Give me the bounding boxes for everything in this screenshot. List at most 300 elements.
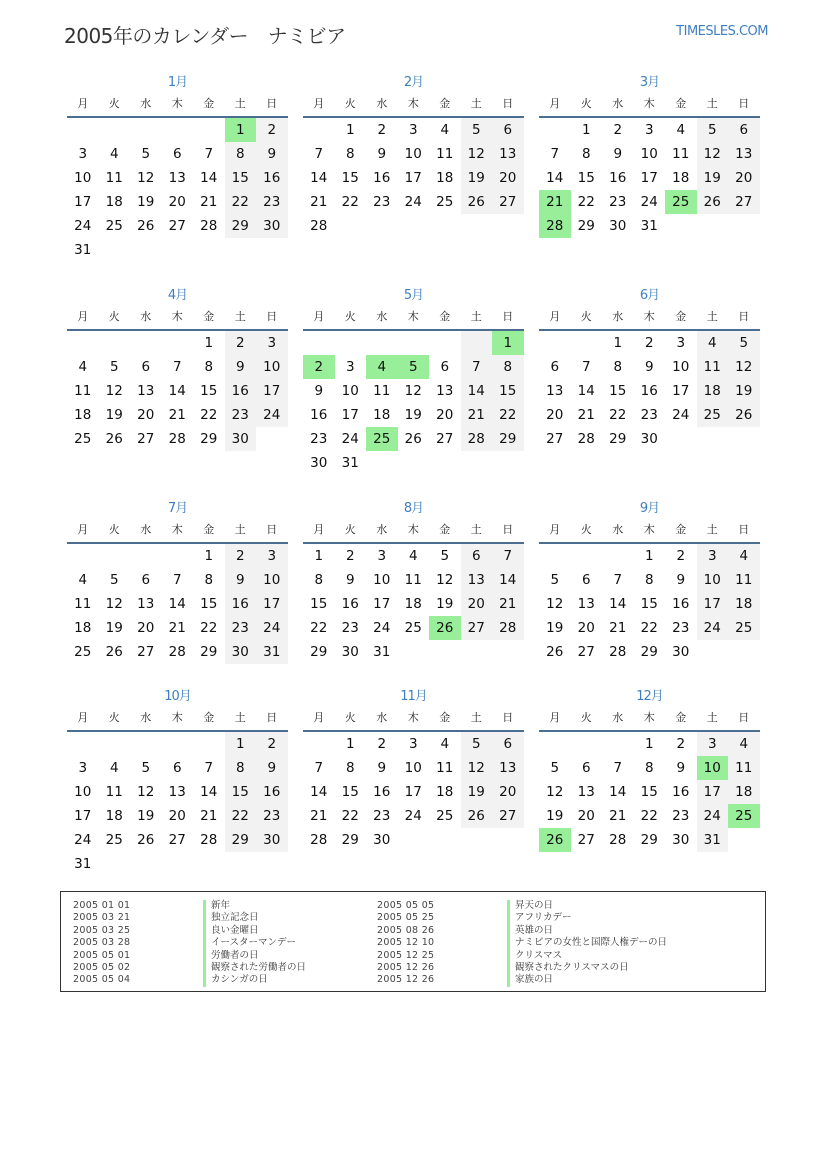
day-cell[interactable]: 10 [74,170,92,186]
day-cell[interactable]: 25 [436,808,454,824]
day-cell[interactable]: 7 [492,544,524,568]
day-cell[interactable]: 25 [74,431,92,447]
day-cell[interactable]: 4 [78,572,88,588]
day-cell[interactable]: 9 [377,146,387,162]
day-cell[interactable]: 9 [314,383,324,399]
day-cell[interactable]: 7 [550,146,560,162]
day-cell[interactable]: 2 [613,122,623,138]
day-cell[interactable]: 29 [341,832,359,848]
day-cell[interactable]: 18 [404,596,422,612]
day-cell[interactable]: 4 [728,544,760,568]
day-cell[interactable]: 4 [440,736,450,752]
day-cell[interactable]: 26 [429,616,461,640]
day-cell[interactable]: 14 [310,784,328,800]
day-cell[interactable]: 12 [105,596,123,612]
day-cell[interactable]: 7 [172,359,182,375]
day-cell[interactable]: 15 [609,383,627,399]
day-cell[interactable]: 29 [577,218,595,234]
day-cell[interactable]: 27 [546,431,564,447]
day-cell[interactable]: 25 [105,832,123,848]
day-cell[interactable]: 9 [345,572,355,588]
day-cell[interactable]: 18 [728,592,760,616]
day-cell[interactable]: 17 [74,194,92,210]
day-cell[interactable]: 27 [137,431,155,447]
day-cell[interactable]: 10 [373,572,391,588]
day-cell[interactable]: 5 [109,359,119,375]
day-cell[interactable]: 10 [256,355,288,379]
day-cell[interactable]: 17 [672,383,690,399]
day-cell[interactable]: 23 [310,431,328,447]
day-cell[interactable]: 31 [74,242,92,258]
day-cell[interactable]: 1 [492,331,524,355]
day-cell[interactable]: 27 [492,190,524,214]
day-cell[interactable]: 27 [492,804,524,828]
day-cell[interactable]: 7 [204,760,214,776]
day-cell[interactable]: 26 [404,431,422,447]
day-cell[interactable]: 11 [697,355,729,379]
day-cell[interactable]: 13 [168,784,186,800]
day-cell[interactable]: 27 [168,218,186,234]
day-cell[interactable]: 11 [105,784,123,800]
day-cell[interactable]: 30 [640,431,658,447]
day-cell[interactable]: 27 [728,190,760,214]
day-cell[interactable]: 26 [539,828,571,852]
day-cell[interactable]: 11 [436,760,454,776]
day-cell[interactable]: 19 [105,620,123,636]
day-cell[interactable]: 6 [581,760,591,776]
day-cell[interactable]: 27 [436,431,454,447]
day-cell[interactable]: 24 [640,194,658,210]
day-cell[interactable]: 13 [436,383,454,399]
day-cell[interactable]: 16 [225,379,257,403]
day-cell[interactable]: 7 [461,355,493,379]
day-cell[interactable]: 3 [408,736,418,752]
day-cell[interactable]: 20 [728,166,760,190]
day-cell[interactable]: 5 [141,760,151,776]
day-cell[interactable]: 25 [697,403,729,427]
day-cell[interactable]: 16 [341,596,359,612]
day-cell[interactable]: 23 [256,190,288,214]
day-cell[interactable]: 3 [377,548,387,564]
day-cell[interactable]: 24 [404,808,422,824]
day-cell[interactable]: 8 [492,355,524,379]
day-cell[interactable]: 10 [74,784,92,800]
day-cell[interactable]: 8 [345,146,355,162]
day-cell[interactable]: 17 [697,592,729,616]
day-cell[interactable]: 12 [697,142,729,166]
day-cell[interactable]: 16 [225,592,257,616]
day-cell[interactable]: 19 [546,808,564,824]
day-cell[interactable]: 22 [225,804,257,828]
day-cell[interactable]: 27 [168,832,186,848]
day-cell[interactable]: 14 [200,784,218,800]
day-cell[interactable]: 29 [640,644,658,660]
day-cell[interactable]: 22 [341,194,359,210]
day-cell[interactable]: 16 [609,170,627,186]
day-cell[interactable]: 22 [200,407,218,423]
day-cell[interactable]: 18 [74,407,92,423]
day-cell[interactable]: 30 [609,218,627,234]
day-cell[interactable]: 11 [373,383,391,399]
day-cell[interactable]: 21 [577,407,595,423]
day-cell[interactable]: 28 [609,832,627,848]
day-cell[interactable]: 9 [644,359,654,375]
day-cell[interactable]: 27 [577,832,595,848]
day-cell[interactable]: 15 [577,170,595,186]
day-cell[interactable]: 9 [676,760,686,776]
day-cell[interactable]: 29 [310,644,328,660]
day-cell[interactable]: 3 [256,544,288,568]
day-cell[interactable]: 14 [492,568,524,592]
day-cell[interactable]: 24 [697,804,729,828]
day-cell[interactable]: 8 [225,756,257,780]
day-cell[interactable]: 26 [697,190,729,214]
day-cell[interactable]: 25 [728,804,760,828]
day-cell[interactable]: 30 [672,832,690,848]
day-cell[interactable]: 1 [613,335,623,351]
day-cell[interactable]: 5 [550,572,560,588]
day-cell[interactable]: 11 [728,756,760,780]
day-cell[interactable]: 31 [341,455,359,471]
day-cell[interactable]: 22 [200,620,218,636]
day-cell[interactable]: 3 [644,122,654,138]
day-cell[interactable]: 13 [492,756,524,780]
day-cell[interactable]: 20 [168,194,186,210]
day-cell[interactable]: 18 [105,808,123,824]
day-cell[interactable]: 19 [137,808,155,824]
day-cell[interactable]: 24 [74,832,92,848]
day-cell[interactable]: 28 [168,431,186,447]
day-cell[interactable]: 30 [256,828,288,852]
day-cell[interactable]: 22 [492,403,524,427]
day-cell[interactable]: 12 [137,784,155,800]
day-cell[interactable]: 12 [461,142,493,166]
day-cell[interactable]: 18 [436,170,454,186]
day-cell[interactable]: 3 [256,331,288,355]
day-cell[interactable]: 13 [461,568,493,592]
day-cell[interactable]: 2 [676,736,686,752]
day-cell[interactable]: 18 [728,780,760,804]
day-cell[interactable]: 17 [256,592,288,616]
day-cell[interactable]: 30 [225,640,257,664]
day-cell[interactable]: 11 [74,596,92,612]
day-cell[interactable]: 23 [341,620,359,636]
day-cell[interactable]: 13 [168,170,186,186]
day-cell[interactable]: 10 [404,146,422,162]
day-cell[interactable]: 2 [256,732,288,756]
day-cell[interactable]: 26 [105,431,123,447]
day-cell[interactable]: 17 [697,780,729,804]
day-cell[interactable]: 16 [256,780,288,804]
day-cell[interactable]: 21 [168,620,186,636]
day-cell[interactable]: 19 [697,166,729,190]
day-cell[interactable]: 12 [436,572,454,588]
day-cell[interactable]: 31 [256,640,288,664]
day-cell[interactable]: 2 [303,355,335,379]
day-cell[interactable]: 19 [436,596,454,612]
day-cell[interactable]: 24 [256,616,288,640]
day-cell[interactable]: 9 [377,760,387,776]
day-cell[interactable]: 2 [644,335,654,351]
day-cell[interactable]: 1 [314,548,324,564]
day-cell[interactable]: 24 [373,620,391,636]
day-cell[interactable]: 4 [109,760,119,776]
day-cell[interactable]: 21 [492,592,524,616]
day-cell[interactable]: 25 [436,194,454,210]
day-cell[interactable]: 19 [728,379,760,403]
day-cell[interactable]: 7 [613,760,623,776]
day-cell[interactable]: 17 [256,379,288,403]
day-cell[interactable]: 6 [461,544,493,568]
day-cell[interactable]: 14 [310,170,328,186]
day-cell[interactable]: 30 [672,644,690,660]
day-cell[interactable]: 17 [74,808,92,824]
day-cell[interactable]: 29 [609,431,627,447]
day-cell[interactable]: 22 [225,190,257,214]
day-cell[interactable]: 15 [640,784,658,800]
day-cell[interactable]: 4 [440,122,450,138]
day-cell[interactable]: 23 [609,194,627,210]
day-cell[interactable]: 5 [461,118,493,142]
day-cell[interactable]: 4 [697,331,729,355]
day-cell[interactable]: 14 [577,383,595,399]
day-cell[interactable]: 7 [204,146,214,162]
day-cell[interactable]: 8 [581,146,591,162]
day-cell[interactable]: 8 [644,572,654,588]
day-cell[interactable]: 30 [225,427,257,451]
day-cell[interactable]: 28 [200,218,218,234]
day-cell[interactable]: 23 [640,407,658,423]
day-cell[interactable]: 15 [341,784,359,800]
day-cell[interactable]: 22 [640,808,658,824]
day-cell[interactable]: 1 [225,732,257,756]
day-cell[interactable]: 2 [377,122,387,138]
day-cell[interactable]: 12 [546,596,564,612]
day-cell[interactable]: 16 [373,784,391,800]
day-cell[interactable]: 19 [546,620,564,636]
day-cell[interactable]: 16 [640,383,658,399]
day-cell[interactable]: 12 [546,784,564,800]
day-cell[interactable]: 20 [577,808,595,824]
day-cell[interactable]: 16 [373,170,391,186]
day-cell[interactable]: 3 [676,335,686,351]
day-cell[interactable]: 29 [225,214,257,238]
day-cell[interactable]: 17 [404,784,422,800]
day-cell[interactable]: 10 [697,568,729,592]
day-cell[interactable]: 16 [672,596,690,612]
day-cell[interactable]: 5 [728,331,760,355]
day-cell[interactable]: 6 [141,359,151,375]
day-cell[interactable]: 19 [461,780,493,804]
day-cell[interactable]: 31 [640,218,658,234]
day-cell[interactable]: 13 [546,383,564,399]
day-cell[interactable]: 10 [672,359,690,375]
day-cell[interactable]: 13 [577,596,595,612]
day-cell[interactable]: 24 [672,407,690,423]
day-cell[interactable]: 29 [200,644,218,660]
day-cell[interactable]: 6 [728,118,760,142]
day-cell[interactable]: 19 [461,166,493,190]
day-cell[interactable]: 13 [137,596,155,612]
day-cell[interactable]: 14 [546,170,564,186]
day-cell[interactable]: 25 [105,218,123,234]
day-cell[interactable]: 22 [310,620,328,636]
day-cell[interactable]: 21 [539,190,571,214]
day-cell[interactable]: 25 [74,644,92,660]
day-cell[interactable]: 15 [341,170,359,186]
day-cell[interactable]: 4 [728,732,760,756]
day-cell[interactable]: 13 [577,784,595,800]
day-cell[interactable]: 11 [672,146,690,162]
day-cell[interactable]: 20 [137,620,155,636]
day-cell[interactable]: 26 [461,190,493,214]
day-cell[interactable]: 6 [172,760,182,776]
day-cell[interactable]: 9 [225,568,257,592]
day-cell[interactable]: 15 [310,596,328,612]
day-cell[interactable]: 25 [728,616,760,640]
day-cell[interactable]: 20 [492,780,524,804]
day-cell[interactable]: 28 [310,218,328,234]
day-cell[interactable]: 22 [577,194,595,210]
day-cell[interactable]: 7 [613,572,623,588]
day-cell[interactable]: 26 [728,403,760,427]
day-cell[interactable]: 17 [404,170,422,186]
day-cell[interactable]: 3 [697,732,729,756]
day-cell[interactable]: 27 [577,644,595,660]
day-cell[interactable]: 3 [78,760,88,776]
day-cell[interactable]: 12 [404,383,422,399]
day-cell[interactable]: 23 [373,194,391,210]
day-cell[interactable]: 8 [613,359,623,375]
day-cell[interactable]: 6 [172,146,182,162]
day-cell[interactable]: 15 [225,166,257,190]
day-cell[interactable]: 2 [225,331,257,355]
day-cell[interactable]: 23 [225,403,257,427]
day-cell[interactable]: 4 [676,122,686,138]
day-cell[interactable]: 10 [640,146,658,162]
day-cell[interactable]: 15 [225,780,257,804]
day-cell[interactable]: 19 [404,407,422,423]
day-cell[interactable]: 9 [613,146,623,162]
day-cell[interactable]: 29 [225,828,257,852]
day-cell[interactable]: 17 [341,407,359,423]
day-cell[interactable]: 14 [168,383,186,399]
day-cell[interactable]: 26 [137,218,155,234]
day-cell[interactable]: 8 [345,760,355,776]
day-cell[interactable]: 21 [609,620,627,636]
day-cell[interactable]: 6 [141,572,151,588]
day-cell[interactable]: 18 [672,170,690,186]
day-cell[interactable]: 9 [676,572,686,588]
day-cell[interactable]: 4 [109,146,119,162]
day-cell[interactable]: 24 [341,431,359,447]
day-cell[interactable]: 7 [314,760,324,776]
day-cell[interactable]: 12 [137,170,155,186]
day-cell[interactable]: 21 [168,407,186,423]
day-cell[interactable]: 13 [492,142,524,166]
day-cell[interactable]: 28 [492,616,524,640]
site-logo[interactable]: TIMESLES.COM [676,24,768,39]
day-cell[interactable]: 29 [640,832,658,848]
day-cell[interactable]: 18 [74,620,92,636]
day-cell[interactable]: 30 [373,832,391,848]
day-cell[interactable]: 5 [141,146,151,162]
day-cell[interactable]: 20 [436,407,454,423]
day-cell[interactable]: 7 [314,146,324,162]
day-cell[interactable]: 21 [310,194,328,210]
day-cell[interactable]: 6 [581,572,591,588]
day-cell[interactable]: 31 [373,644,391,660]
day-cell[interactable]: 11 [105,170,123,186]
day-cell[interactable]: 24 [404,194,422,210]
day-cell[interactable]: 23 [225,616,257,640]
day-cell[interactable]: 28 [539,214,571,238]
day-cell[interactable]: 5 [440,548,450,564]
day-cell[interactable]: 15 [200,596,218,612]
day-cell[interactable]: 21 [609,808,627,824]
day-cell[interactable]: 11 [436,146,454,162]
day-cell[interactable]: 12 [105,383,123,399]
day-cell[interactable]: 5 [697,118,729,142]
day-cell[interactable]: 23 [672,620,690,636]
day-cell[interactable]: 3 [345,359,355,375]
day-cell[interactable]: 20 [461,592,493,616]
day-cell[interactable]: 30 [310,455,328,471]
day-cell[interactable]: 15 [640,596,658,612]
day-cell[interactable]: 3 [78,146,88,162]
day-cell[interactable]: 22 [341,808,359,824]
day-cell[interactable]: 26 [546,644,564,660]
day-cell[interactable]: 5 [398,355,430,379]
day-cell[interactable]: 11 [404,572,422,588]
day-cell[interactable]: 18 [436,784,454,800]
day-cell[interactable]: 24 [697,616,729,640]
day-cell[interactable]: 29 [492,427,524,451]
day-cell[interactable]: 7 [581,359,591,375]
day-cell[interactable]: 16 [310,407,328,423]
day-cell[interactable]: 1 [644,548,654,564]
day-cell[interactable]: 8 [225,142,257,166]
day-cell[interactable]: 28 [577,431,595,447]
day-cell[interactable]: 1 [204,548,214,564]
day-cell[interactable]: 24 [74,218,92,234]
day-cell[interactable]: 4 [408,548,418,564]
day-cell[interactable]: 3 [408,122,418,138]
day-cell[interactable]: 14 [609,784,627,800]
day-cell[interactable]: 17 [640,170,658,186]
day-cell[interactable]: 16 [256,166,288,190]
day-cell[interactable]: 5 [461,732,493,756]
day-cell[interactable]: 21 [461,403,493,427]
day-cell[interactable]: 20 [137,407,155,423]
day-cell[interactable]: 27 [461,616,493,640]
day-cell[interactable]: 14 [200,170,218,186]
day-cell[interactable]: 20 [577,620,595,636]
day-cell[interactable]: 15 [200,383,218,399]
day-cell[interactable]: 13 [728,142,760,166]
day-cell[interactable]: 6 [440,359,450,375]
day-cell[interactable]: 14 [609,596,627,612]
day-cell[interactable]: 28 [200,832,218,848]
day-cell[interactable]: 30 [256,214,288,238]
day-cell[interactable]: 10 [697,756,729,780]
day-cell[interactable]: 10 [256,568,288,592]
day-cell[interactable]: 26 [137,832,155,848]
day-cell[interactable]: 19 [105,407,123,423]
day-cell[interactable]: 22 [609,407,627,423]
day-cell[interactable]: 28 [168,644,186,660]
day-cell[interactable]: 5 [550,760,560,776]
